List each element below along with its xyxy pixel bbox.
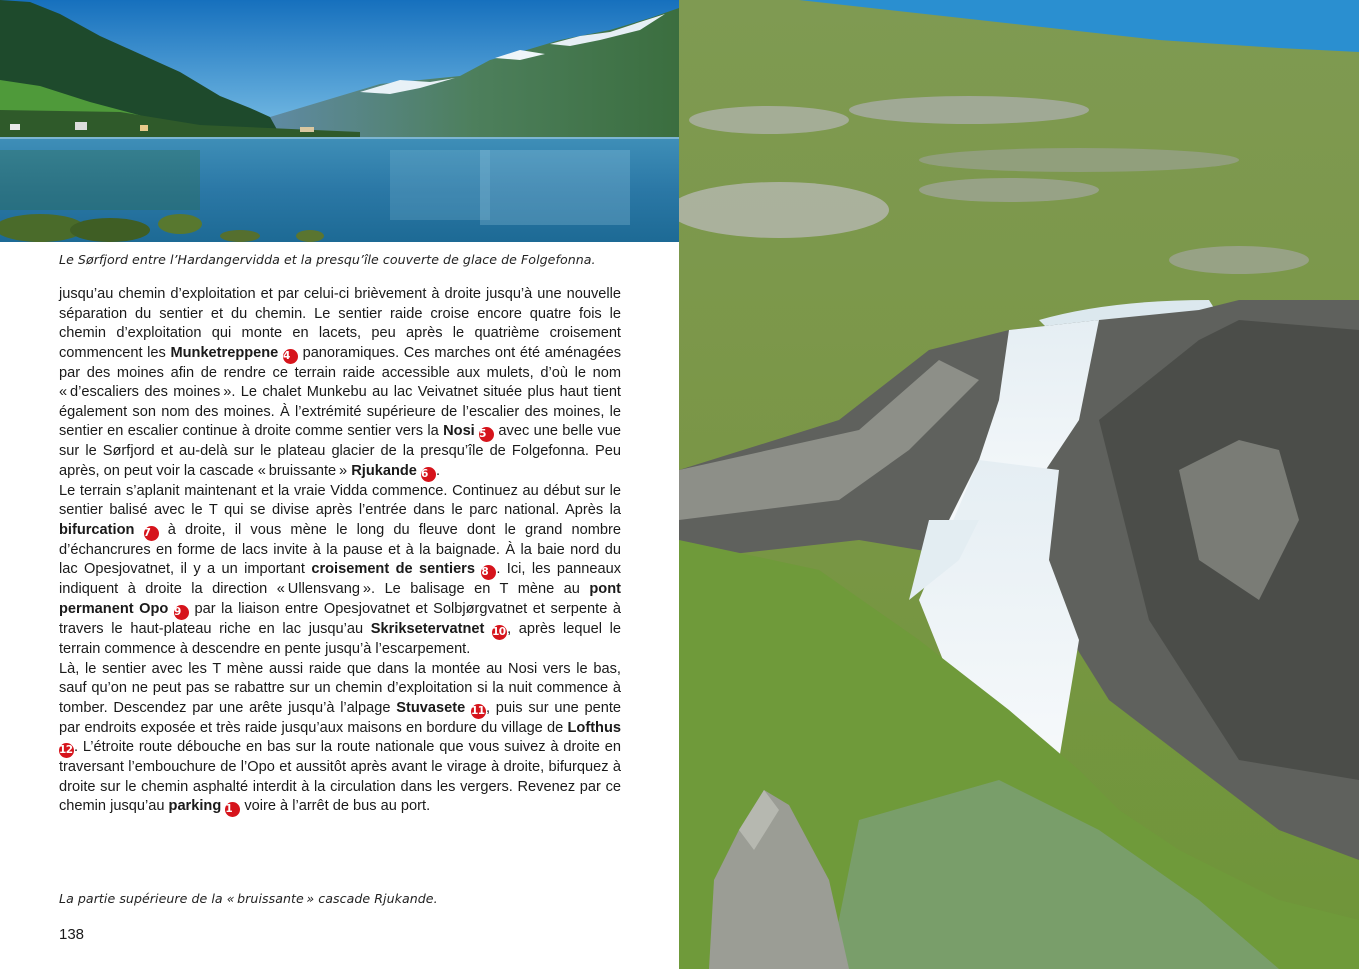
place-name: Lofthus	[567, 719, 621, 736]
text-run: Le terrain s’aplanit maintenant et la vraie Vidda commence. Continuez au début sur le sentier balisé avec le T qui se divise après l’entrée dans le parc national. Après la	[59, 482, 621, 519]
paragraph	[59, 285, 621, 482]
text-run: avec une belle vue sur le Sørfjord et au-delà sur le plateau glacier de la presqu’île de Folgefonna. Peu après, on peut voir la cascade « bruissante »	[59, 423, 621, 479]
text-run: à droite, il vous mène le long du fleuve dont le grand nombre d’échancrures en forme de lacs invite à la pause et à la baignade. À la baie nord du lac Opesjovatnet, il y a un important	[59, 521, 621, 578]
waypoint-marker-icon: 10	[492, 626, 506, 639]
left-page	[0, 0, 679, 969]
waypoint-marker-icon: 12	[59, 744, 73, 757]
waypoint-marker-icon: 4	[283, 349, 298, 364]
waypoint-marker-icon: 7	[144, 526, 159, 541]
place-name: parking	[168, 798, 222, 815]
text-run: jusqu’au chemin d’exploitation et par celui-ci brièvement à droite jusqu’à une nouvelle séparation du sentier et du chemin. Le sentier raide croise encore quatre fois le chemin d’exploitation qui monte en lacets, peu après le quatrième croisement commencent les	[59, 286, 621, 361]
paragraph	[59, 482, 621, 660]
waypoint-marker-icon: 11	[470, 704, 485, 717]
waypoint-marker-icon: 5	[479, 427, 494, 442]
place-name: croisement de sentiers	[311, 561, 475, 578]
fjord-photo	[0, 0, 679, 242]
fjord-landscape-image	[0, 0, 679, 242]
waypoint-marker-icon: 1	[225, 802, 240, 817]
waterfall-photo-caption: La partie supérieure de la « bruissante » cascade Rjukande.	[59, 891, 438, 906]
text-run: , puis sur une pente par endroits exposée et très raide jusqu’aux maisons en bordure du village de	[59, 699, 621, 736]
text-run: .	[435, 462, 441, 479]
text-run: Là, le sentier avec les T mène aussi raide que dans la montée au Nosi vers le bas, sauf qu’on ne peut pas se rabattre sur un chemin d’exploitation si la nuit commence à tomber. Descendez par une arête jusqu’à l’alpage	[59, 660, 621, 716]
waypoint-marker-icon: 9	[174, 605, 189, 620]
page-number: 138	[59, 926, 85, 943]
place-name: Stuvasete	[396, 699, 466, 716]
text-run: par la liaison entre Opesjovatnet et Solbjørgvatnet et serpente à travers le haut-plateau riche en lac jusqu’au	[59, 601, 622, 638]
place-name: pont permanent Opo	[59, 581, 621, 618]
place-name: Rjukande	[351, 462, 417, 479]
place-name: bifurcation	[59, 521, 135, 538]
paragraph	[59, 660, 621, 818]
text-run: panoramiques. Ces marches ont été aménagées par des moines afin de rendre ce terrain raide accessible aux mulets, d’où le nom « d’escaliers des moines ». Le chalet Munkebu au lac Veivatnet située plus haut tient également son nom des moines. À l’extrémité supérieure de l’escalier des moines, le sentier en escalier continue à droite comme sentier vers la	[59, 344, 622, 440]
route-description-text	[59, 285, 621, 817]
waypoint-marker-icon: 6	[421, 467, 436, 482]
waterfall-landscape-image	[679, 0, 1359, 969]
waterfall-photo	[679, 0, 1359, 969]
place-name: Skriksetervatnet	[370, 621, 485, 638]
waypoint-marker-icon: 8	[481, 565, 496, 580]
top-photo-caption: Le Sørfjord entre l’Hardangervidda et la presqu’île couverte de glace de Folgefonna.	[59, 252, 596, 267]
place-name: Munketreppene	[170, 344, 279, 361]
place-name: Nosi	[443, 423, 475, 440]
text-run: voire à l’arrêt de bus au port.	[240, 798, 431, 815]
text-run: . L’étroite route débouche en bas sur la route nationale que vous suivez à droite en traversant l’embouchure de l’Opo et aussitôt après avant le virage à droite, bifurquez à droite sur le chemin asphalté interdit à la circulation dans les vergers. Revenez par ce chemin jusqu’au	[59, 739, 621, 815]
text-run: . Ici, les panneaux indiquent à droite la direction « Ullensvang ». Le balisage en T mène au	[59, 561, 621, 598]
text-run: , après lequel le terrain commence à descendre en pente jusqu’à l’escarpement.	[59, 621, 621, 658]
